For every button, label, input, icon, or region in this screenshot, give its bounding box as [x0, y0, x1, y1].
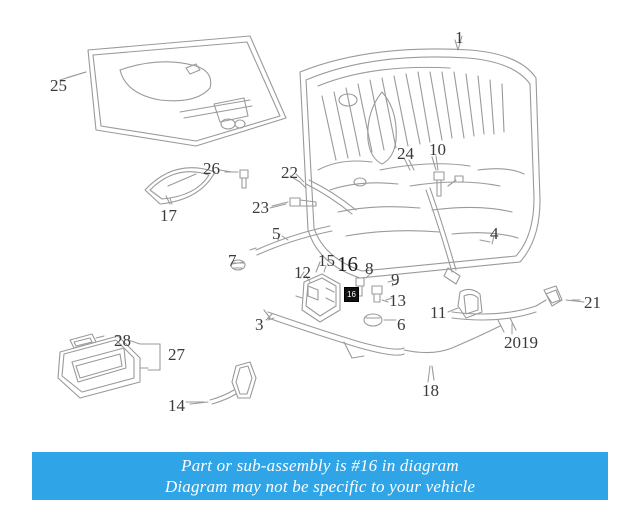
- callout-7: 7: [228, 251, 237, 270]
- callout-23: 23: [252, 198, 269, 217]
- callout-12: 12: [294, 263, 311, 282]
- part-26-clip: [225, 170, 248, 188]
- callout-26: 26: [203, 159, 220, 178]
- callout-5: 5: [272, 224, 281, 243]
- callout-4: 4: [490, 224, 499, 243]
- callout-27: 27: [168, 345, 185, 364]
- callout-19-20: 2019: [504, 333, 538, 352]
- callout-14: 14: [168, 396, 185, 415]
- caption-line-1: Part or sub-assembly is #16 in diagram: [181, 456, 459, 475]
- callout-21: 21: [584, 293, 601, 312]
- callout-6: 6: [397, 315, 406, 334]
- part-23-bolt: [272, 198, 316, 206]
- part-14-prop-rod: [190, 362, 256, 404]
- part-4-hinge: [426, 188, 490, 284]
- callout-28: 28: [114, 331, 131, 350]
- part-25-insulation-pad: [60, 36, 286, 146]
- part-27-28-lamp-assembly: [58, 334, 160, 398]
- callout-9: 9: [391, 270, 400, 289]
- callout-24: 24: [397, 144, 414, 163]
- callout-22: 22: [281, 163, 298, 182]
- callout-3: 3: [255, 315, 264, 334]
- part-22-strut: [290, 176, 356, 214]
- callout-11: 11: [430, 303, 447, 322]
- callout-1: 1: [455, 28, 464, 47]
- callout-8: 8: [365, 259, 374, 278]
- callout-25: 25: [50, 76, 67, 95]
- callout-10: 10: [429, 140, 446, 159]
- callout-16-highlight: 16: [337, 252, 358, 276]
- callout-15: 15: [318, 251, 335, 270]
- highlighted-part-marker: 16: [344, 287, 359, 302]
- callout-18: 18: [422, 381, 439, 400]
- callout-13: 13: [389, 291, 406, 310]
- part-11-19-20-21-supports: [452, 286, 580, 332]
- part-3-release-cable: [264, 310, 404, 358]
- part-18-cable: [404, 326, 500, 380]
- caption-bar: [32, 452, 608, 500]
- caption-line-2: Diagram may not be specific to your vehicle: [164, 477, 476, 496]
- callout-17: 17: [160, 206, 177, 225]
- part-24-10-fasteners: [409, 157, 463, 196]
- part-1-hood-panel: [300, 40, 540, 278]
